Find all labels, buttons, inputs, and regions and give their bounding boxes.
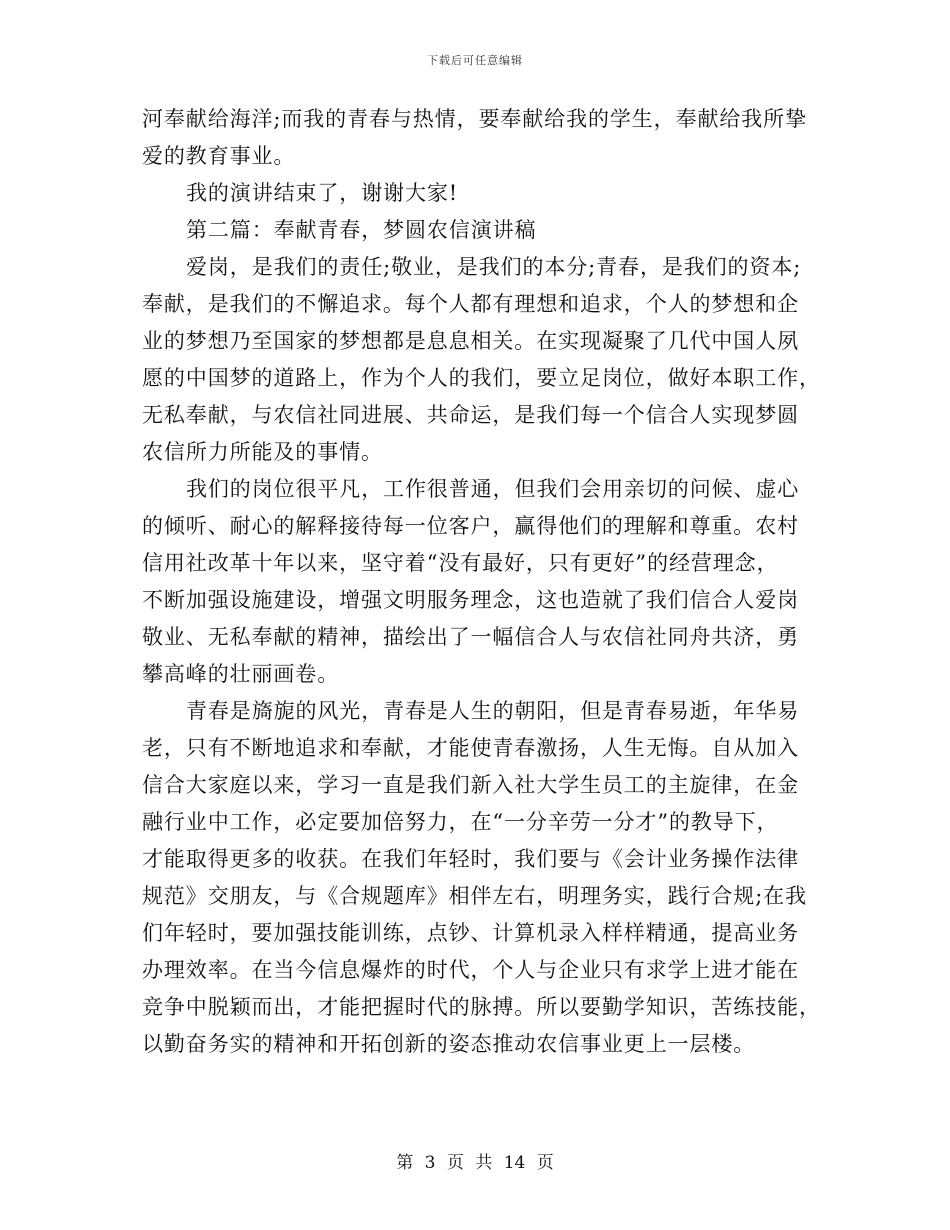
text-line: 规范》交朋友，与《合规题库》相伴左右，明理务实，践行合规;在我 [142, 884, 807, 908]
text-line: 不断加强设施建设，增强文明服务理念，这也造就了我们信合人爱岗 [142, 588, 799, 612]
text-line: 信用社改革十年以来，坚守着“没有最好，只有更好”的经营理念， [142, 551, 779, 575]
document-body [142, 101, 821, 1063]
text-line: 信合大家庭以来，学习一直是我们新入社大学生员工的主旋律，在金 [142, 773, 799, 797]
text-line: 愿的中国梦的道路上，作为个人的我们，要立足岗位，做好本职工作， [142, 366, 821, 390]
text-line: 敬业、无私奉献的精神，描绘出了一幅信合人与农信社同舟共济，勇 [142, 625, 799, 649]
page-number-footer: 第 3 页 共 14 页 [396, 1153, 554, 1173]
text-line: 爱岗，是我们的责任;敬业，是我们的本分;青春，是我们的资本; [186, 255, 802, 279]
text-line: 才能取得更多的收获。在我们年轻时，我们要与《会计业务操作法律 [142, 847, 799, 871]
text-line: 们年轻时，要加强技能训练，点钞、计算机录入样样精通，提高业务 [142, 921, 799, 945]
text-line: 的倾听、耐心的解释接待每一位客户，赢得他们的理解和尊重。农村 [142, 514, 799, 538]
text-line: 农信所力所能及的事情。 [142, 440, 383, 464]
text-line: 攀高峰的壮丽画卷。 [142, 662, 340, 686]
text-line: 以勤奋务实的精神和开拓创新的姿态推动农信事业更上一层楼。 [142, 1032, 756, 1056]
text-line: 河奉献给海洋;而我的青春与热情，要奉献给我的学生，奉献给我所挚 [142, 107, 807, 131]
text-line: 我们的岗位很平凡，工作很普通，但我们会用亲切的问候、虚心 [186, 477, 800, 501]
text-line: 我的演讲结束了，谢谢大家! [186, 181, 459, 205]
text-line: 融行业中工作，必定要加倍努力，在“一分辛劳一分才”的教导下， [142, 810, 779, 834]
text-line: 竞争中脱颖而出，才能把握时代的脉搏。所以要勤学知识，苦练技能， [142, 995, 821, 1019]
text-line: 爱的教育事业。 [142, 144, 296, 168]
page-header-note: 下载后可任意编辑 [427, 54, 523, 67]
text-line: 老，只有不断地追求和奉献，才能使青春激扬，人生无悔。自从加入 [142, 736, 799, 760]
text-line: 业的梦想乃至国家的梦想都是息息相关。在实现凝聚了几代中国人夙 [142, 329, 799, 353]
text-line: 无私奉献，与农信社同进展、共命运，是我们每一个信合人实现梦圆 [142, 403, 799, 427]
section-title: 第二篇：奉献青春，梦圆农信演讲稿 [186, 218, 537, 242]
text-line: 办理效率。在当今信息爆炸的时代，个人与企业只有求学上进才能在 [142, 958, 799, 982]
text-line: 青春是旖旎的风光，青春是人生的朝阳，但是青春易逝，年华易 [186, 699, 800, 723]
text-line: 奉献，是我们的不懈追求。每个人都有理想和追求，个人的梦想和企 [142, 292, 799, 316]
